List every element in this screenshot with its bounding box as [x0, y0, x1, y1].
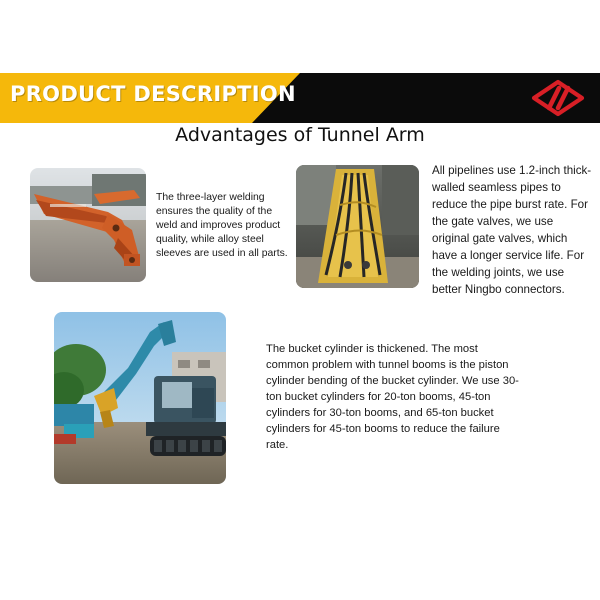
- orange-tunnel-arm-photo: [30, 168, 146, 282]
- welding-description: The three-layer welding ensures the quality of the weld and improves product quality, while alloy steel sleeves are used in all parts.: [156, 192, 288, 259]
- excavator-with-tunnel-arm-photo: [54, 312, 226, 484]
- brand-logo-icon: [530, 79, 586, 117]
- pipelines-description: All pipelines use 1.2-inch thick-walled seamless pipes to reduce the pipe burst rate. For the gate valves, we use original gate valves, which have a longer service life. For the welding joints, we use better Ningbo connectors.: [432, 164, 592, 296]
- bucket-cylinder-description: The bucket cylinder is thickened. The most common problem with tunnel booms is the piston cylinder bending of the bucket cylinder. We use 30-ton bucket cylinders for 20-ton booms, 45-ton cylinders for 30-ton booms, and 65-ton bucket cylinders for 45-ton booms to reduce the failure rate.: [266, 343, 519, 451]
- section-subtitle: Advantages of Tunnel Arm: [175, 124, 425, 146]
- yellow-arm-pipelines-photo: [296, 165, 419, 288]
- banner-title: PRODUCT DESCRIPTION: [10, 82, 296, 106]
- header-banner: [0, 73, 600, 123]
